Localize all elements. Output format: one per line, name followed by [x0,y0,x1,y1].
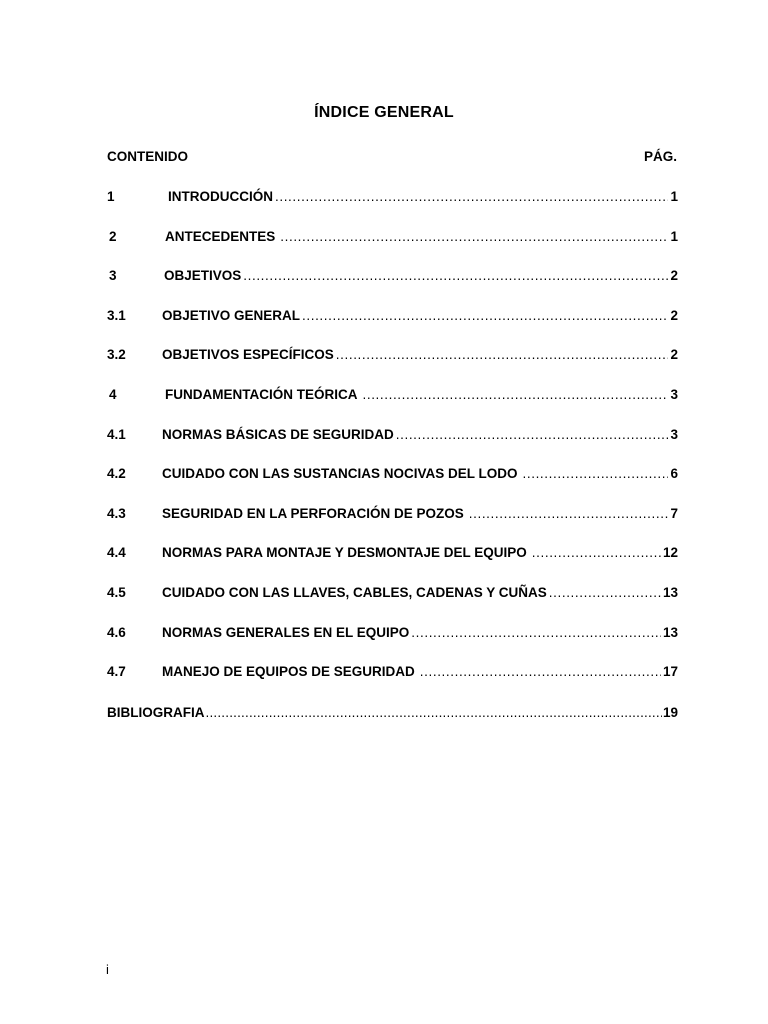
toc-entry [107,268,678,286]
toc-entry-title: INTRODUCCIÓN [168,189,273,204]
toc-entry-title: NORMAS GENERALES EN EL EQUIPO [162,625,410,640]
toc-entry-page: 12 [662,545,678,560]
toc-entry-title: CUIDADO CON LAS SUSTANCIAS NOCIVAS DEL LODO [162,466,518,481]
toc-entry [107,387,678,405]
toc-entry-title: OBJETIVO GENERAL [162,308,301,323]
toc-entry [107,189,678,207]
toc-entry [107,506,678,524]
toc-entry-title: NORMAS PARA MONTAJE Y DESMONTAJE DEL EQUIPO [162,545,527,560]
toc-entry-number: 4.6 [107,625,126,640]
toc-leader-dots [336,347,669,362]
toc-leader-dots [523,466,669,481]
toc-leader-dots [411,625,661,640]
toc-entry-number: 4.3 [107,506,126,521]
toc-entry-page: 6 [670,466,678,481]
toc-leader-dots [532,545,661,560]
toc-leader-dots [206,705,662,720]
page-column-label: PÁG. [643,149,677,164]
toc-leader-dots [280,229,668,244]
toc-entry-page: 19 [662,705,678,720]
toc-entry-page: 13 [662,585,678,600]
toc-leader-dots [302,308,668,323]
toc-entry-page: 3 [670,387,678,402]
toc-entry-page: 1 [670,189,678,204]
toc-entry-title: OBJETIVOS ESPECÍFICOS [162,347,334,362]
page-number-footer: i [106,962,109,977]
toc-leader-dots [396,427,669,442]
toc-entry [107,625,678,643]
toc-leader-dots [243,268,668,283]
toc-entry [107,229,678,247]
toc-entry-title: CUIDADO CON LAS LLAVES, CABLES, CADENAS Y CUÑAS [162,585,547,600]
toc-entry-number: 2 [109,229,117,244]
toc-leader-dots [549,585,661,600]
toc-entry [107,427,678,445]
toc-entry-page: 1 [670,229,678,244]
toc-entry-page: 2 [670,268,678,283]
toc-entry [107,585,678,603]
toc-entry-page: 3 [670,427,678,442]
toc-leader-dots [363,387,669,402]
toc-entry-number: 3 [109,268,117,283]
toc-entry-title: SEGURIDAD EN LA PERFORACIÓN DE POZOS [162,506,464,521]
toc-entry-page: 2 [670,308,678,323]
toc-header [107,149,677,167]
toc-entry [107,545,678,563]
toc-entry-title: BIBLIOGRAFIA [107,705,205,720]
toc-entry-title: ANTECEDENTES [165,229,276,244]
toc-entry [107,308,678,326]
toc-entry-number: 4.4 [107,545,126,560]
toc-leader-dots [275,189,668,204]
toc-bibliography-entry [107,705,678,723]
toc-leader-dots [420,664,661,679]
toc-entry-page: 2 [670,347,678,362]
toc-entry-title: OBJETIVOS [164,268,242,283]
toc-leader-dots [469,506,669,521]
toc-entry-number: 4 [109,387,117,402]
toc-entry-number: 3.1 [107,308,126,323]
toc-entry-title: NORMAS BÁSICAS DE SEGURIDAD [162,427,394,442]
toc-entry [107,347,678,365]
toc-entry [107,466,678,484]
toc-entry-title: FUNDAMENTACIÓN TEÓRICA [165,387,358,402]
toc-entry-page: 13 [662,625,678,640]
toc-entry-number: 4.7 [107,664,126,679]
toc-entry-number: 4.5 [107,585,126,600]
toc-entry [107,664,678,682]
toc-entry-number: 4.2 [107,466,126,481]
toc-entry-page: 17 [662,664,678,679]
toc-entry-number: 3.2 [107,347,126,362]
toc-entry-number: 4.1 [107,427,126,442]
toc-entry-page: 7 [670,506,678,521]
content-column-label: CONTENIDO [107,149,188,164]
toc-entry-title: MANEJO DE EQUIPOS DE SEGURIDAD [162,664,415,679]
page-title: ÍNDICE GENERAL [314,104,454,121]
toc-entry-number: 1 [107,189,115,204]
